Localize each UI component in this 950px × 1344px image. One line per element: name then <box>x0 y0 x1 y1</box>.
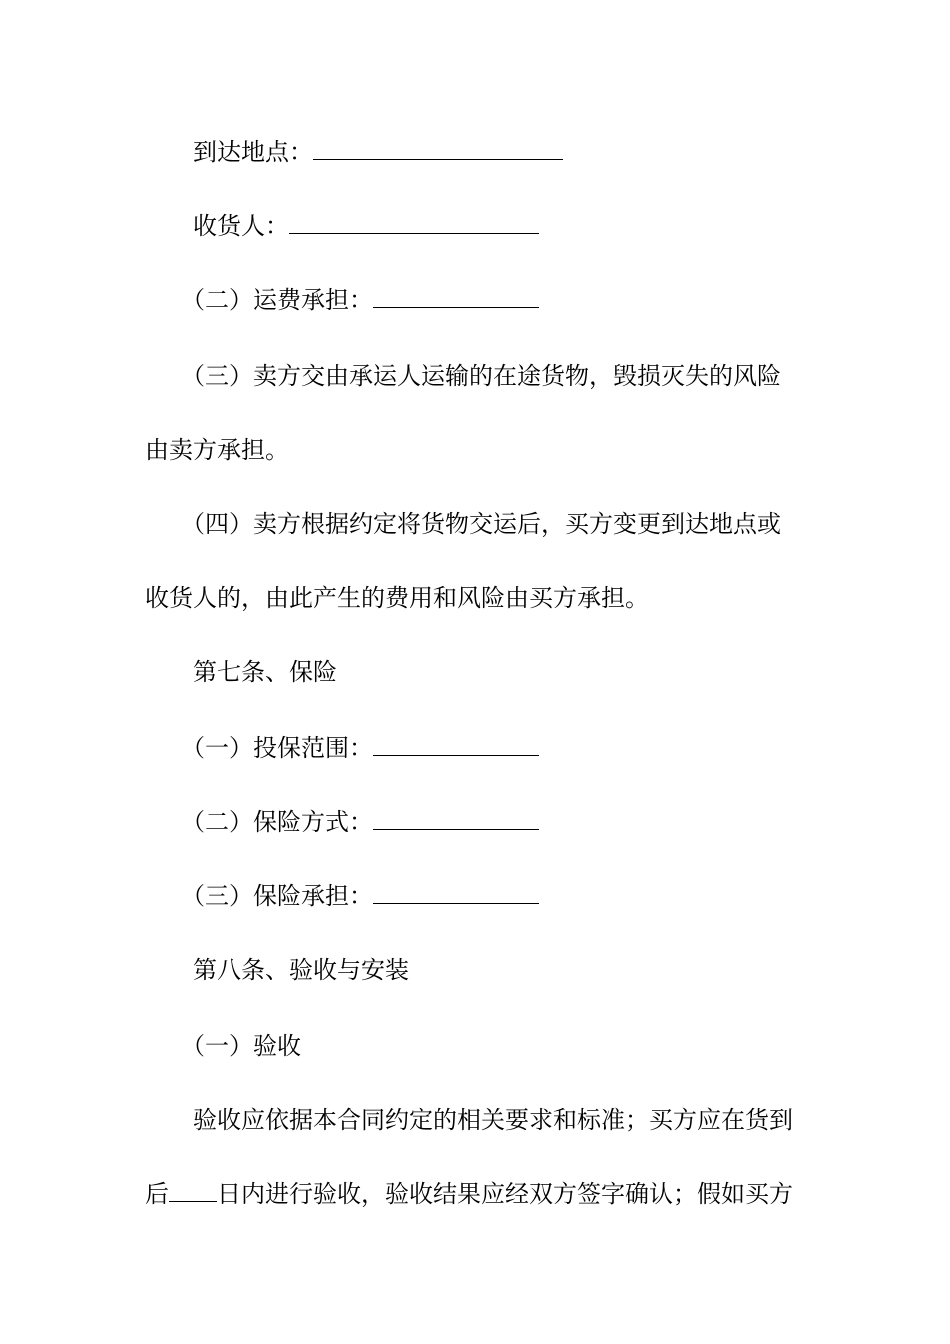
paragraph-change-text-2: 收货人的，由此产生的费用和风险由买方承担。 <box>145 584 649 612</box>
paragraph-risk-line-1 <box>145 360 810 392</box>
insurance-scope-label: （一）投保范围： <box>181 734 373 762</box>
acceptance-paragraph-line-1 <box>145 1104 810 1136</box>
acceptance-paragraph-text-2b: 日内进行验收，验收结果应经双方签字确认；假如买方 <box>217 1180 793 1208</box>
arrival-location-label: 到达地点： <box>193 138 313 166</box>
acceptance-paragraph-text-1: 验收应依据本合同约定的相关要求和标准；买方应在货到 <box>193 1106 793 1134</box>
article-eight-title: 第八条、验收与安装 <box>193 956 409 984</box>
acceptance-subtitle: （一）验收 <box>181 1032 301 1060</box>
article-seven-title: 第七条、保险 <box>193 658 337 686</box>
insurance-scope-blank[interactable] <box>373 733 539 756</box>
arrival-location-blank[interactable] <box>313 137 563 160</box>
paragraph-change-line-2 <box>145 582 810 614</box>
acceptance-days-blank[interactable] <box>169 1179 217 1202</box>
consignee-blank[interactable] <box>289 211 539 234</box>
paragraph-risk-line-2 <box>145 434 810 466</box>
insurance-method-label: （二）保险方式： <box>181 808 373 836</box>
paragraph-risk-text-1: （三）卖方交由承运人运输的在途货物，毁损灭失的风险 <box>181 362 781 390</box>
paragraph-change-text-1: （四）卖方根据约定将货物交运后，买方变更到达地点或 <box>181 510 781 538</box>
article-eight-heading <box>145 954 810 986</box>
article-seven-heading <box>145 656 810 688</box>
insurance-scope-line <box>145 732 810 764</box>
consignee-line <box>145 210 810 242</box>
acceptance-paragraph-text-2a: 后 <box>145 1180 169 1208</box>
paragraph-change-line-1 <box>145 508 810 540</box>
insurance-method-blank[interactable] <box>373 807 539 830</box>
acceptance-paragraph-line-2 <box>145 1178 810 1210</box>
paragraph-risk-text-2: 由卖方承担。 <box>145 436 289 464</box>
freight-label: （二）运费承担： <box>181 286 373 314</box>
acceptance-subheading <box>145 1030 810 1062</box>
insurance-bearer-blank[interactable] <box>373 881 539 904</box>
freight-line <box>145 284 810 316</box>
insurance-bearer-line <box>145 880 810 912</box>
insurance-bearer-label: （三）保险承担： <box>181 882 373 910</box>
consignee-label: 收货人： <box>193 212 289 240</box>
freight-blank[interactable] <box>373 285 539 308</box>
arrival-location-line <box>145 136 810 168</box>
insurance-method-line <box>145 806 810 838</box>
